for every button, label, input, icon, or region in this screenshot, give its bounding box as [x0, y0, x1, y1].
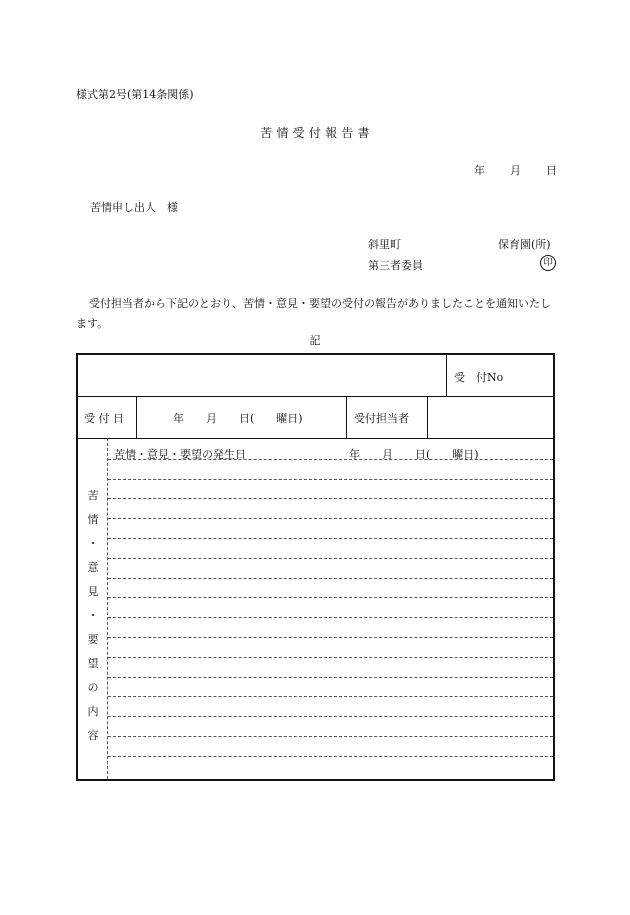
- date-month: 月: [510, 164, 521, 177]
- content-rows: [108, 439, 553, 779]
- sender-facility: 保育園(所): [498, 238, 551, 251]
- content-writing-line: [108, 578, 553, 579]
- content-writing-line: [108, 657, 553, 658]
- content-writing-line: [108, 538, 553, 539]
- report-form-table: [76, 353, 555, 781]
- content-side-label: [78, 484, 108, 748]
- document-title: 苦 情 受 付 報 告 書: [260, 126, 370, 140]
- receipt-date-value: 年 月 日( 曜日): [173, 412, 303, 425]
- content-label-char: の: [87, 681, 99, 694]
- content-writing-line: [108, 518, 553, 519]
- row-divider-1: [78, 396, 553, 397]
- content-writing-line: [108, 459, 553, 460]
- content-writing-line: [108, 558, 553, 559]
- content-writing-line: [108, 696, 553, 697]
- content-writing-line: [108, 498, 553, 499]
- date-year: 年: [474, 164, 485, 177]
- content-label-char: 見: [87, 585, 99, 598]
- notification-text: 受付担当者から下記のとおり、苦情・意見・要望の受付の報告がありましたことを通知いたします。: [76, 297, 551, 330]
- content-label-char: 内: [87, 705, 99, 718]
- addressee: 苦情申し出人 様: [90, 201, 178, 214]
- content-writing-line: [108, 677, 553, 678]
- sender-committee: 第三者委員: [368, 259, 423, 272]
- content-label-char: 意: [87, 561, 99, 574]
- form-number: 様式第2号(第14条関係): [76, 88, 194, 101]
- content-label-char: 容: [87, 729, 99, 742]
- content-writing-line: [108, 479, 553, 480]
- content-writing-line: [108, 637, 553, 638]
- content-writing-line: [108, 736, 553, 737]
- receipt-no-divider: [446, 355, 447, 396]
- seal-icon: 印: [540, 255, 556, 271]
- ki-heading: 記: [309, 334, 321, 347]
- receipt-date-divider: [136, 396, 137, 438]
- handler-divider-right: [427, 396, 428, 438]
- receipt-no-label: 受 付No: [454, 371, 504, 384]
- content-writing-line: [108, 756, 553, 757]
- content-writing-line: [108, 617, 553, 618]
- content-label-char: 要: [87, 633, 99, 646]
- content-writing-line: [108, 597, 553, 598]
- content-label-char: ・: [87, 537, 99, 550]
- content-label-char: 苦: [87, 489, 99, 502]
- date-day: 日: [546, 164, 557, 177]
- handler-divider-left: [346, 396, 347, 438]
- occurrence-value: 年 月 日( 曜日): [349, 448, 479, 461]
- handler-label: 受付担当者: [354, 412, 409, 425]
- content-writing-line: [108, 716, 553, 717]
- content-label-char: 情: [87, 513, 99, 526]
- content-label-char: 望: [87, 657, 99, 670]
- occurrence-label: 苦情・意見・要望の発生日: [114, 448, 246, 461]
- content-label-char: ・: [87, 609, 99, 622]
- receipt-date-label: 受 付 日: [84, 412, 124, 425]
- sender-town: 斜里町: [368, 238, 401, 251]
